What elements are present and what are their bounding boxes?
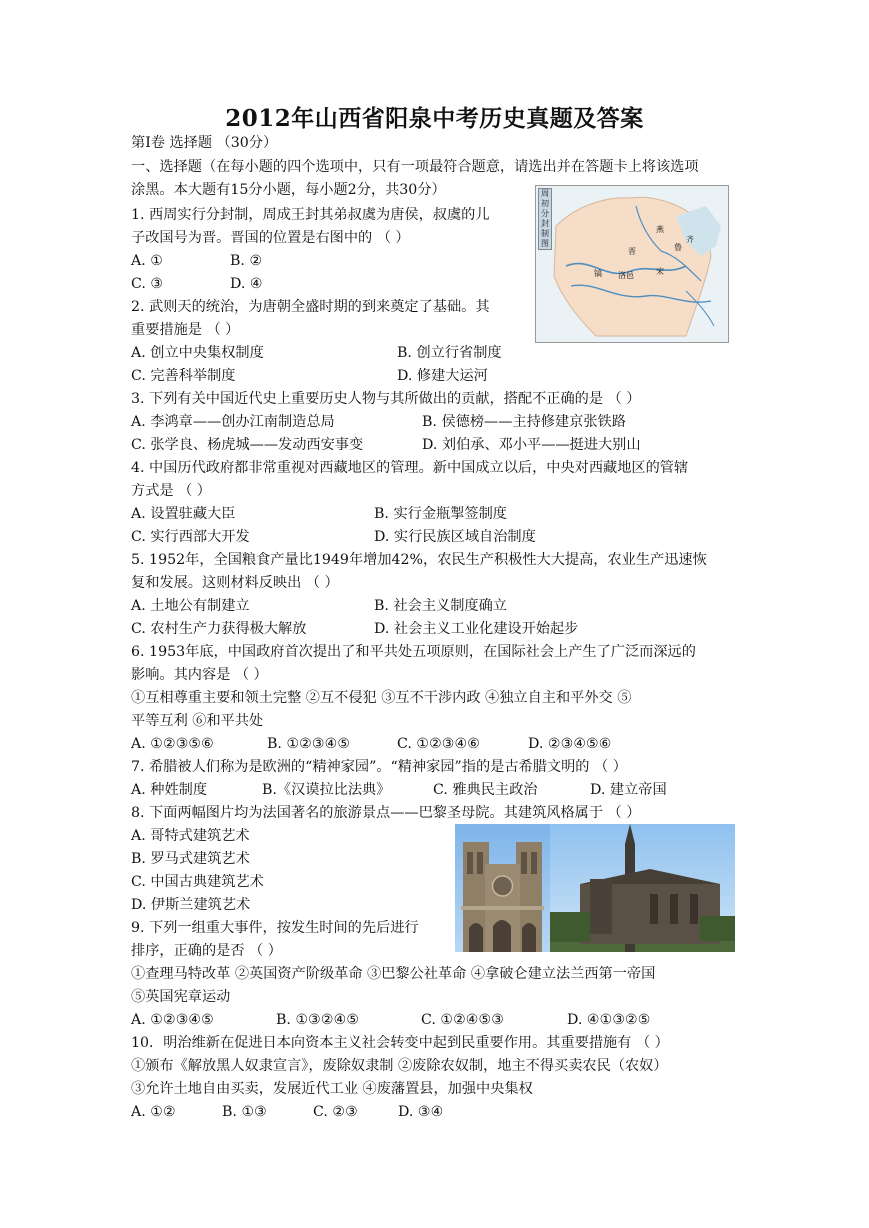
option: A. 土地公有制建立: [131, 598, 250, 614]
question-line: 排序，正确的是否 （ ）: [131, 943, 282, 959]
option: D. 建立帝国: [590, 782, 667, 798]
option: A. ①②③④⑤: [131, 1012, 214, 1028]
option: B. 实行金瓶掣签制度: [374, 506, 507, 522]
map-caption: 周初分封制图: [538, 188, 552, 250]
option: A. ①: [131, 253, 163, 269]
option: C. 张学良、杨虎城——发动西安事变: [131, 437, 364, 453]
map-place: 镐: [594, 269, 602, 278]
option: A. 设置驻藏大臣: [131, 506, 236, 522]
question-line: ①颁布《解放黑人奴隶宣言》，废除奴隶制 ②废除农奴制，地主不得买卖农民（农奴）: [131, 1058, 668, 1074]
question-line: 10．明治维新在促进日本向资本主义社会转变中起到民重要作用。其重要措施有 （ ）: [131, 1035, 669, 1051]
map-drawing: [536, 186, 728, 342]
map-place: 宋: [656, 267, 664, 276]
option: B. ①③②④⑤: [276, 1012, 360, 1028]
question-line: 2. 武则天的统治，为唐朝全盛时期的到来奠定了基础。其: [131, 299, 490, 315]
option: B. 创立行省制度: [397, 345, 502, 361]
option: A. 种姓制度: [131, 782, 208, 798]
option: A. 李鸿章——创办江南制造总局: [131, 414, 335, 430]
map-place: 晋: [628, 247, 636, 256]
question-line: 影响。其内容是 （ ）: [131, 667, 268, 683]
option: C. ③: [131, 276, 164, 292]
option: D. 伊斯兰建筑艺术: [131, 897, 251, 913]
option: D. ③④: [398, 1104, 444, 1120]
option: C. 实行西部大开发: [131, 529, 250, 545]
option: A. 哥特式建筑艺术: [131, 828, 250, 844]
option: A. ①②: [131, 1104, 176, 1120]
option: D. 刘伯承、邓小平——挺进大别山: [422, 437, 641, 453]
option: B.《汉谟拉比法典》: [262, 782, 391, 798]
map-place: 燕: [656, 225, 664, 234]
map-place: 洛邑: [618, 271, 634, 280]
option: B. ①③: [222, 1104, 267, 1120]
option: B. 侯德榜——主持修建京张铁路: [422, 414, 626, 430]
option: D. ④: [230, 276, 263, 292]
option: D. ②③④⑤⑥: [528, 736, 612, 752]
option: C. ①②④⑤③: [421, 1012, 504, 1028]
question-line: ①互相尊重主要和领土完整 ②互不侵犯 ③互不干涉内政 ④独立自主和平外交 ⑤: [131, 690, 632, 706]
option: C. 完善科举制度: [131, 368, 236, 384]
option: C. 中国古典建筑艺术: [131, 874, 264, 890]
option: C. ②③: [313, 1104, 358, 1120]
option: C. ①②③④⑥: [397, 736, 480, 752]
notre-dame-side-photo: [550, 824, 735, 952]
option: B. ②: [230, 253, 263, 269]
option: A. ①②③⑤⑥: [131, 736, 214, 752]
option: A. 创立中央集权制度: [131, 345, 264, 361]
notre-dame-facade-photo: [455, 824, 550, 952]
map-figure: [535, 185, 729, 343]
question-line: 5. 1952年，全国粮食产量比1949年增加42%，农民生产积极性大大提高，农业生产迅速恢: [131, 552, 707, 568]
instruction-line: 涂黑。本大题有15分小题，每小题2分，共30分）: [131, 182, 446, 198]
instruction-line: 一、选择题（在每小题的四个选项中，只有一项最符合题意，请选出并在答题卡上将该选项: [131, 159, 699, 175]
question-line: ①查理马特改革 ②英国资产阶级革命 ③巴黎公社革命 ④拿破仑建立法兰西第一帝国: [131, 966, 656, 982]
option: C. 雅典民主政治: [433, 782, 538, 798]
question-line: 平等互利 ⑥和平共处: [131, 713, 264, 729]
question-line: ③允许土地自由买卖，发展近代工业 ④废藩置县，加强中央集权: [131, 1081, 533, 1097]
question-line: 1. 西周实行分封制，周成王封其弟叔虞为唐侯，叔虞的儿: [131, 207, 490, 223]
question-line: 方式是 （ ）: [131, 483, 211, 499]
option: D. 修建大运河: [397, 368, 488, 384]
question-line: 4. 中国历代政府都非常重视对西藏地区的管理。新中国成立以后，中央对西藏地区的管辖: [131, 460, 689, 476]
question-line: ⑤英国宪章运动: [131, 989, 231, 1005]
option: D. ④①③②⑤: [567, 1012, 651, 1028]
question-line: 8. 下面两幅图片均为法国著名的旅游景点——巴黎圣母院。其建筑风格属于 （ ）: [131, 805, 641, 821]
option: B. 社会主义制度确立: [374, 598, 507, 614]
question-line: 7. 希腊被人们称为是欧洲的“精神家园”。“精神家园”指的是古希腊文明的 （ ）: [131, 759, 627, 775]
question-line: 子改国号为晋。晋国的位置是右图中的 （ ）: [131, 230, 410, 246]
option: D. 社会主义工业化建设开始起步: [374, 621, 579, 637]
question-line: 复和发展。这则材料反映出 （ ）: [131, 575, 339, 591]
question-line: 6. 1953年底，中国政府首次提出了和平共处五项原则，在国际社会上产生了广泛而深远的: [131, 644, 696, 660]
option: D. 实行民族区域自治制度: [374, 529, 536, 545]
question-line: 9. 下列一组重大事件，按发生时间的先后进行: [131, 920, 419, 936]
question-line: 3. 下列有关中国近代史上重要历史人物与其所做出的贡献，搭配不正确的是 （ ）: [131, 391, 641, 407]
question-line: 重要措施是 （ ）: [131, 322, 240, 338]
option: B. 罗马式建筑艺术: [131, 851, 250, 867]
option: B. ①②③④⑤: [267, 736, 351, 752]
section-heading: 第Ⅰ卷 选择题 （30分）: [131, 135, 278, 151]
page-title: 2012年山西省阳泉中考历史真题及答案: [225, 105, 644, 132]
map-place: 齐: [686, 235, 694, 244]
map-place: 鲁: [674, 243, 682, 252]
option: C. 农村生产力获得极大解放: [131, 621, 307, 637]
